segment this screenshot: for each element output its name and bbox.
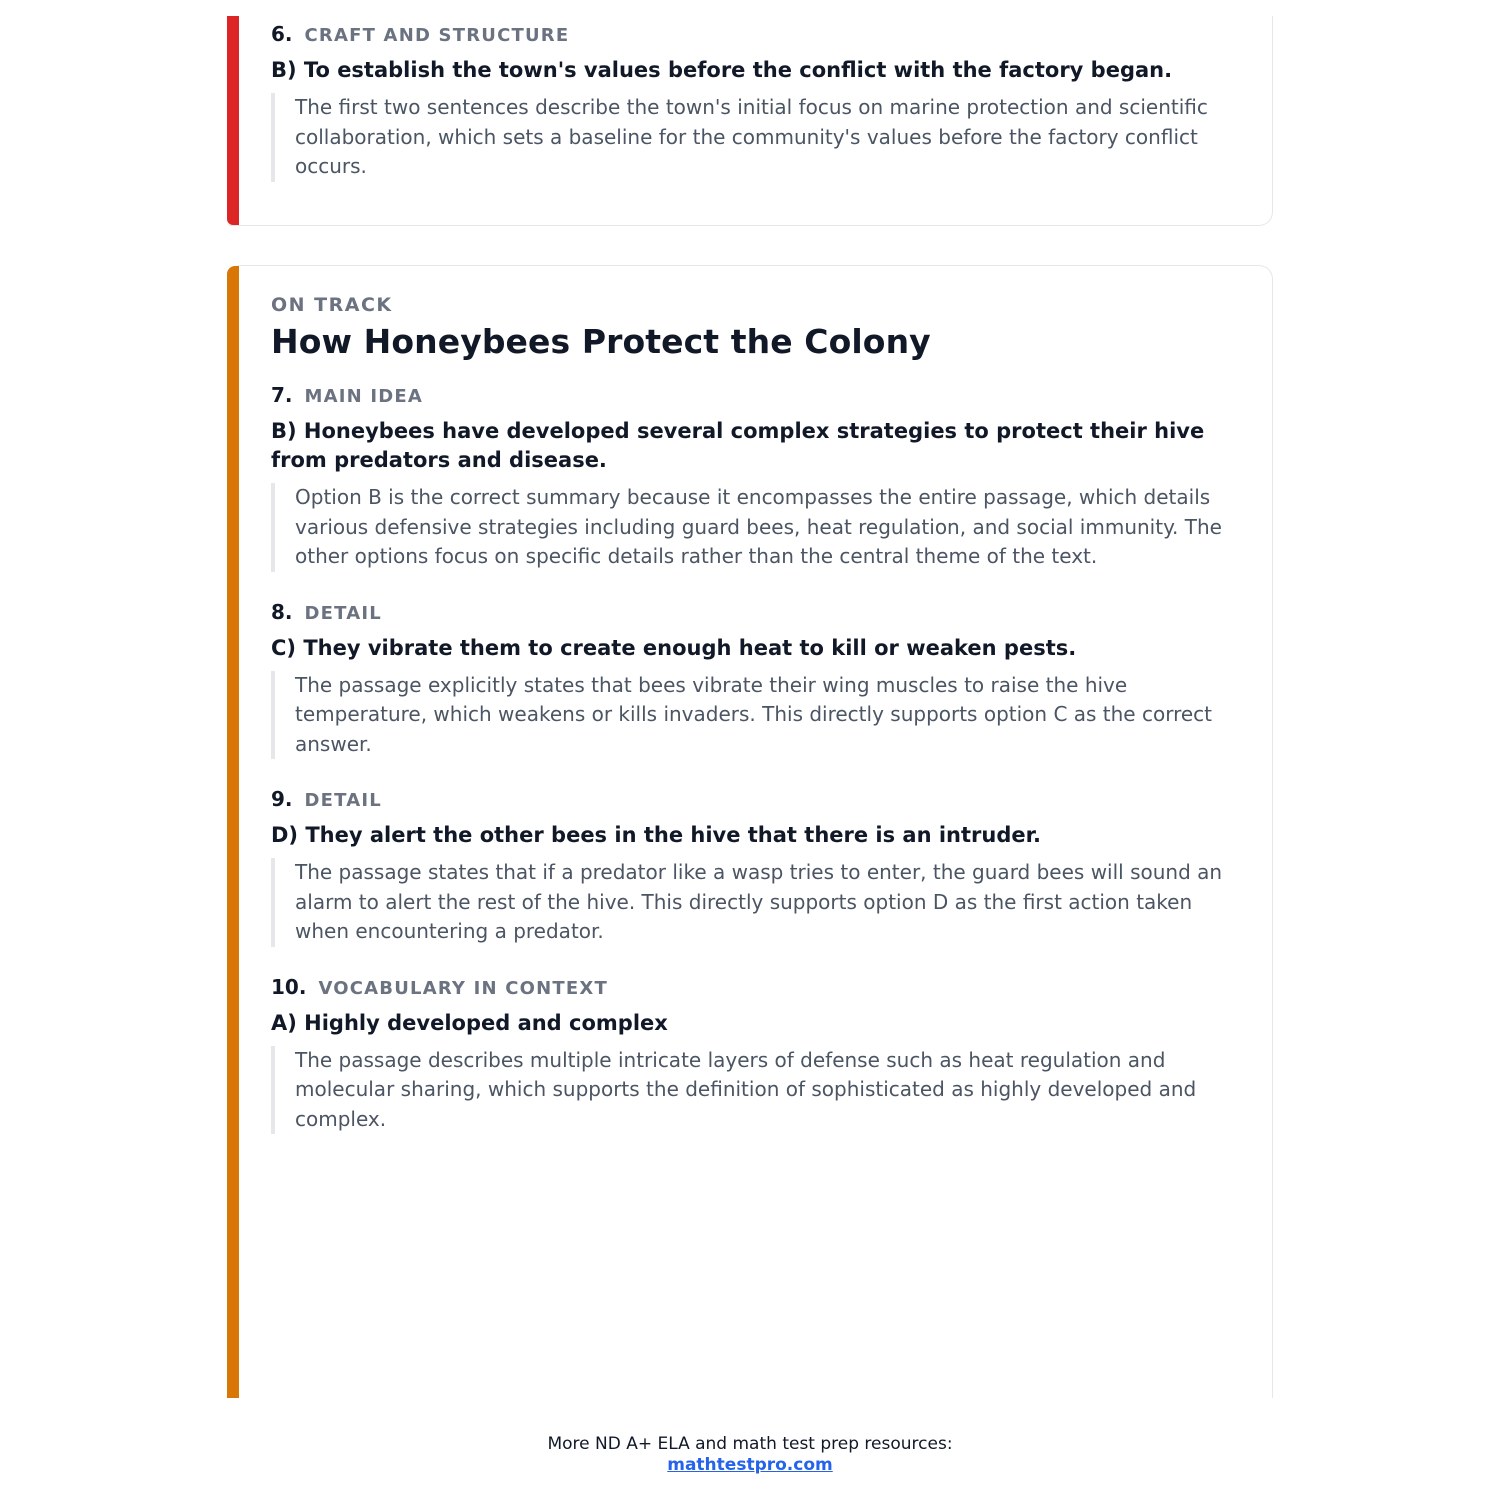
question-header — [271, 975, 1236, 999]
answer-card-previous — [227, 16, 1273, 226]
question-header — [271, 787, 1236, 811]
question-category: MAIN IDEA — [304, 386, 424, 407]
question-item — [271, 787, 1236, 947]
question-category: DETAIL — [304, 790, 382, 811]
answer-explanation: The passage describes multiple intricate layers of defense such as heat regulation and molecular sharing, which supports the definition of sophisticated as highly developed and complex. — [271, 1046, 1236, 1135]
question-item — [271, 975, 1236, 1135]
correct-answer: D) They alert the other bees in the hive that there is an intruder. — [271, 823, 1041, 847]
question-category: DETAIL — [304, 602, 382, 624]
question-item — [271, 383, 1236, 572]
answer-explanation: The passage explicitly states that bees vibrate their wing muscles to raise the hive temperature, which weakens or kills invaders. This directly supports option C as the correct answer. — [271, 671, 1236, 760]
question-item — [271, 22, 1236, 182]
answer-card-passage — [227, 265, 1273, 1398]
question-header — [271, 383, 1236, 407]
correct-answer: B) Honeybees have developed several complex strategies to protect their hive from predators and disease. — [271, 419, 1205, 472]
question-item — [271, 600, 1236, 760]
question-header — [271, 22, 1236, 46]
answer-card-content — [271, 294, 1236, 1162]
answer-explanation: The first two sentences describe the town's initial focus on marine protection and scientific collaboration, which sets a baseline for the community's values before the factory conflict occurs. — [271, 93, 1236, 182]
answer-card-content — [271, 22, 1236, 182]
passage-title: How Honeybees Protect the Colony — [271, 322, 931, 361]
question-number: 10. — [271, 974, 307, 999]
footer-text: More ND A+ ELA and math test prep resources: — [547, 1434, 953, 1454]
question-header — [271, 600, 1236, 624]
correct-answer: B) To establish the town's values before the conflict with the factory began. — [271, 58, 1173, 82]
question-number: 9. — [271, 787, 293, 811]
correct-answer: A) Highly developed and complex — [271, 1010, 668, 1035]
page-footer — [0, 1434, 1500, 1476]
question-number: 7. — [271, 383, 293, 407]
answer-explanation: The passage states that if a predator like a wasp tries to enter, the guard bees will sound an alarm to alert the rest of the hive. This directly supports option D as the first action taken when encountering a predator. — [271, 858, 1236, 947]
question-number: 8. — [271, 599, 293, 624]
question-category: CRAFT AND STRUCTURE — [304, 25, 570, 46]
question-number: 6. — [271, 22, 293, 46]
footer-link[interactable]: mathtestpro.com — [667, 1455, 833, 1475]
status-label: ON TRACK — [271, 294, 393, 316]
question-category: VOCABULARY IN CONTEXT — [318, 977, 608, 999]
answer-explanation: Option B is the correct summary because it encompasses the entire passage, which details various defensive strategies including guard bees, heat regulation, and social immunity. The other options focus on specific details rather than the central theme of the text. — [271, 483, 1236, 572]
correct-answer: C) They vibrate them to create enough heat to kill or weaken pests. — [271, 635, 1077, 660]
